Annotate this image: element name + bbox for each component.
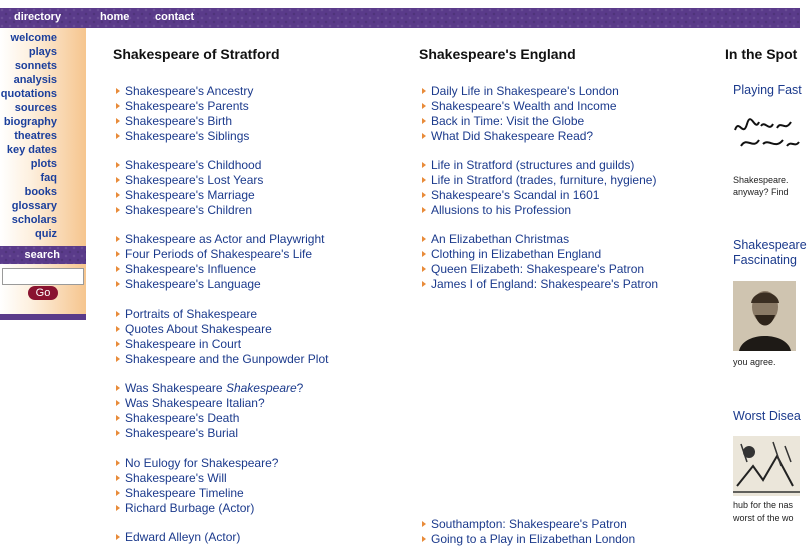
bullet-icon [422, 236, 426, 242]
link-text: Shakespeare Timeline [125, 486, 244, 500]
col1-link-shakespeare-s-burial[interactable] [125, 426, 238, 440]
col1-link-shakespeare-s-marriage[interactable] [125, 188, 255, 202]
link-text: Queen Elizabeth: Shakespeare's Patron [431, 262, 645, 276]
bullet-icon [116, 192, 120, 198]
col1-link-shakespeare-timeline[interactable] [125, 486, 244, 500]
spotlight-3-text-1: hub for the nas [733, 500, 794, 510]
col1-link-shakespeare-as-actor-and-playwright[interactable] [125, 232, 324, 246]
link-text: Shakespeare's Ancestry [125, 84, 254, 98]
col1-link-shakespeare-s-lost-years[interactable] [125, 173, 263, 187]
col1-link-shakespeare-in-court[interactable] [125, 337, 241, 351]
link-text: Shakespeare's Childhood [125, 158, 262, 172]
sidebar-item-theatres[interactable]: theatres [14, 130, 57, 142]
col2-link-life-in-stratford-trades-furniture-hygiene[interactable] [431, 173, 656, 187]
bullet-icon [422, 266, 426, 272]
link-text: Richard Burbage (Actor) [125, 501, 255, 515]
bullet-icon [116, 430, 120, 436]
search-label: search [24, 249, 60, 261]
link-text: Back in Time: Visit the Globe [431, 114, 585, 128]
link-text: Shakespeare's Children [125, 203, 253, 217]
nav-contact[interactable]: contact [155, 11, 195, 23]
link-text: Was Shakespeare [125, 381, 226, 395]
col2-link-clothing-in-elizabethan-england[interactable] [431, 247, 601, 261]
spotlight-3-title[interactable]: Worst Disea [733, 409, 801, 423]
link-text: Southampton: Shakespeare's Patron [431, 517, 627, 531]
link-text: An Elizabethan Christmas [431, 232, 570, 246]
bullet-icon [116, 311, 120, 317]
bullet-icon [422, 281, 426, 287]
col1-link-shakespeare-s-childhood[interactable] [125, 158, 261, 172]
bullet-icon [116, 326, 120, 332]
link-text: Shakespeare's Wealth and Income [431, 99, 617, 113]
bullet-icon [422, 118, 426, 124]
link-text: Shakespeare's Marriage [125, 188, 255, 202]
col1-link-shakespeare-s-language[interactable] [125, 277, 261, 291]
sidebar-item-key-dates[interactable]: key dates [6, 144, 57, 156]
col2-link-what-did-shakespeare-read[interactable] [431, 129, 593, 143]
link-text: Shakespeare's Burial [125, 426, 239, 440]
bullet-icon [116, 133, 120, 139]
link-text: Shakespeare's Lost Years [125, 173, 264, 187]
col2-link-shakespeare-s-scandal-in-1601[interactable] [431, 188, 599, 202]
spotlight-1-title[interactable]: Playing Fast [733, 83, 802, 97]
spotlight-2-title-line1[interactable]: Shakespeare [733, 238, 807, 252]
bullet-icon [116, 490, 120, 496]
link-text: Edward Alleyn (Actor) [125, 530, 241, 544]
bullet-icon [116, 400, 120, 406]
col1-link-no-eulogy-for-shakespeare[interactable] [125, 456, 278, 470]
signature-image [733, 110, 800, 158]
link-text: Portraits of Shakespeare [125, 307, 258, 321]
spotlight-2-text: you agree. [733, 357, 776, 367]
bullet-icon [116, 475, 120, 481]
link-text: Daily Life in Shakespeare's London [431, 84, 619, 98]
col1-link-quotes-about-shakespeare[interactable] [125, 322, 272, 336]
col1-link-portraits-of-shakespeare[interactable] [125, 307, 257, 321]
bullet-icon [422, 251, 426, 257]
sidebar-item-welcome[interactable]: welcome [10, 32, 57, 44]
nav-home[interactable]: home [100, 11, 130, 23]
col2-link-shakespeare-s-wealth-and-income[interactable] [431, 99, 617, 113]
bullet-icon [116, 162, 120, 168]
link-text: Going to a Play in Elizabethan London [431, 532, 636, 546]
sidebar-item-scholars[interactable]: scholars [11, 214, 57, 226]
col1-link-shakespeare-s-children[interactable] [125, 203, 252, 217]
sidebar-item-quotations[interactable]: quotations [0, 88, 57, 100]
search-header [0, 246, 86, 264]
bullet-icon [422, 536, 426, 542]
col1-link-shakespeare-s-influence[interactable] [125, 262, 256, 276]
bullet-icon [116, 505, 120, 511]
col2-link-back-in-time-visit-the-globe[interactable] [431, 114, 584, 128]
bullet-icon [116, 177, 120, 183]
col1-link-was-shakespeare[interactable] [125, 381, 303, 395]
sidebar-item-analysis[interactable]: analysis [13, 74, 57, 86]
bullet-icon [422, 177, 426, 183]
link-text: Shakespeare's Death [125, 411, 240, 425]
link-text: Shakespeare's Parents [125, 99, 249, 113]
col3-heading: In the Spot [725, 46, 798, 62]
col1-link-shakespeare-s-death[interactable] [125, 411, 239, 425]
bullet-icon [116, 341, 120, 347]
bullet-icon [116, 251, 120, 257]
spotlight-3-text-2: worst of the wo [733, 513, 794, 523]
portrait-image [733, 281, 796, 351]
col2-link-james-i-of-england-shakespeare-s-patron[interactable] [431, 277, 658, 291]
link-text: Shakespeare and the Gunpowder Plot [125, 352, 329, 366]
link-text: Life in Stratford (trades, furniture, hygiene) [431, 173, 657, 187]
link-text: Shakespeare as Actor and Playwright [125, 232, 325, 246]
link-text: Four Periods of Shakespeare's Life [125, 247, 313, 261]
go-button[interactable]: Go [28, 286, 58, 300]
link-text: Clothing in Elizabethan England [431, 247, 602, 261]
link-text: What Did Shakespeare Read? [431, 129, 594, 143]
link-text: Life in Stratford (structures and guilds) [431, 158, 635, 172]
bullet-icon [116, 534, 120, 540]
bullet-icon [116, 207, 120, 213]
bullet-icon [422, 88, 426, 94]
bullet-icon [116, 266, 120, 272]
spotlight-1-text-2: anyway? Find [733, 187, 789, 197]
sidebar-item-plays[interactable]: plays [28, 46, 57, 58]
spotlight-2-title-line2[interactable]: Fascinating [733, 253, 797, 267]
col1-link-shakespeare-s-parents[interactable] [125, 99, 249, 113]
sidebar-item-books[interactable]: books [24, 186, 57, 198]
bullet-icon [422, 192, 426, 198]
col2-link-going-to-a-play-in-elizabethan-london[interactable] [431, 532, 635, 546]
search-input[interactable] [2, 268, 84, 285]
col1-link-shakespeare-s-siblings[interactable] [125, 129, 249, 143]
bullet-icon [116, 356, 120, 362]
col2-heading: Shakespeare's England [419, 46, 576, 62]
link-text: James I of England: Shakespeare's Patron [431, 277, 659, 291]
bullet-icon [422, 103, 426, 109]
top-nav-bar [0, 8, 800, 28]
col1-link-shakespeare-and-the-gunpowder-plot[interactable] [125, 352, 328, 366]
bullet-icon [116, 103, 120, 109]
bullet-icon [116, 385, 120, 391]
col2-link-southampton-shakespeare-s-patron[interactable] [431, 517, 627, 531]
bullet-icon [116, 118, 120, 124]
link-text: Shakespeare's Language [125, 277, 261, 291]
sidebar [0, 28, 86, 320]
col1-link-was-shakespeare-italian[interactable] [125, 396, 265, 410]
sidebar-item-plots[interactable]: plots [30, 158, 57, 170]
bullet-icon [116, 415, 120, 421]
link-text: Shakespeare's Will [125, 471, 227, 485]
col1-link-four-periods-of-shakespeare-s-life[interactable] [125, 247, 312, 261]
link-text: Allusions to his Profession [431, 203, 572, 217]
bullet-icon [116, 236, 120, 242]
sidebar-item-biography[interactable]: biography [3, 116, 57, 128]
col1-heading: Shakespeare of Stratford [113, 46, 280, 62]
col1-link-shakespeare-s-birth[interactable] [125, 114, 232, 128]
nav-directory[interactable]: directory [14, 11, 62, 23]
bullet-icon [422, 207, 426, 213]
col1-link-shakespeare-s-ancestry[interactable] [125, 84, 253, 98]
link-text: Quotes About Shakespeare [125, 322, 272, 336]
link-text: Shakespeare's Siblings [125, 129, 250, 143]
link-text: Was Shakespeare Italian? [125, 396, 265, 410]
col2-link-allusions-to-his-profession[interactable] [431, 203, 571, 217]
link-text: No Eulogy for Shakespeare? [125, 456, 279, 470]
link-text: Shakespeare's Scandal in 1601 [431, 188, 600, 202]
sidebar-item-glossary[interactable]: glossary [11, 200, 57, 212]
spotlight-1-text-1: Shakespeare. [733, 175, 789, 185]
link-text-italic: Shakespeare [225, 381, 297, 395]
sidebar-item-sonnets[interactable]: sonnets [14, 60, 57, 72]
bullet-icon [422, 162, 426, 168]
col1-link-shakespeare-s-will[interactable] [125, 471, 227, 485]
link-text-suffix: ? [296, 381, 304, 395]
bullet-icon [116, 460, 120, 466]
col2-link-queen-elizabeth-shakespeare-s-patron[interactable] [431, 262, 644, 276]
col2-link-life-in-stratford-structures-and-guilds[interactable] [431, 158, 634, 172]
col1-link-richard-burbage-actor[interactable] [125, 501, 254, 515]
link-text: Shakespeare's Birth [125, 114, 233, 128]
sidebar-item-sources[interactable]: sources [14, 102, 57, 114]
sidebar-item-faq[interactable]: faq [40, 172, 57, 184]
bullet-icon [116, 88, 120, 94]
bullet-icon [116, 281, 120, 287]
link-text: Shakespeare's Influence [125, 262, 257, 276]
col1-link-edward-alleyn-actor[interactable] [125, 530, 240, 544]
sidebar-bottom-bar [0, 314, 86, 320]
bullet-icon [422, 133, 426, 139]
col2-link-an-elizabethan-christmas[interactable] [431, 232, 569, 246]
link-text: Shakespeare in Court [125, 337, 242, 351]
sidebar-item-quiz[interactable]: quiz [35, 228, 57, 240]
bullet-icon [422, 521, 426, 527]
woodcut-image [733, 436, 800, 496]
col2-link-daily-life-in-shakespeare-s-london[interactable] [431, 84, 619, 98]
